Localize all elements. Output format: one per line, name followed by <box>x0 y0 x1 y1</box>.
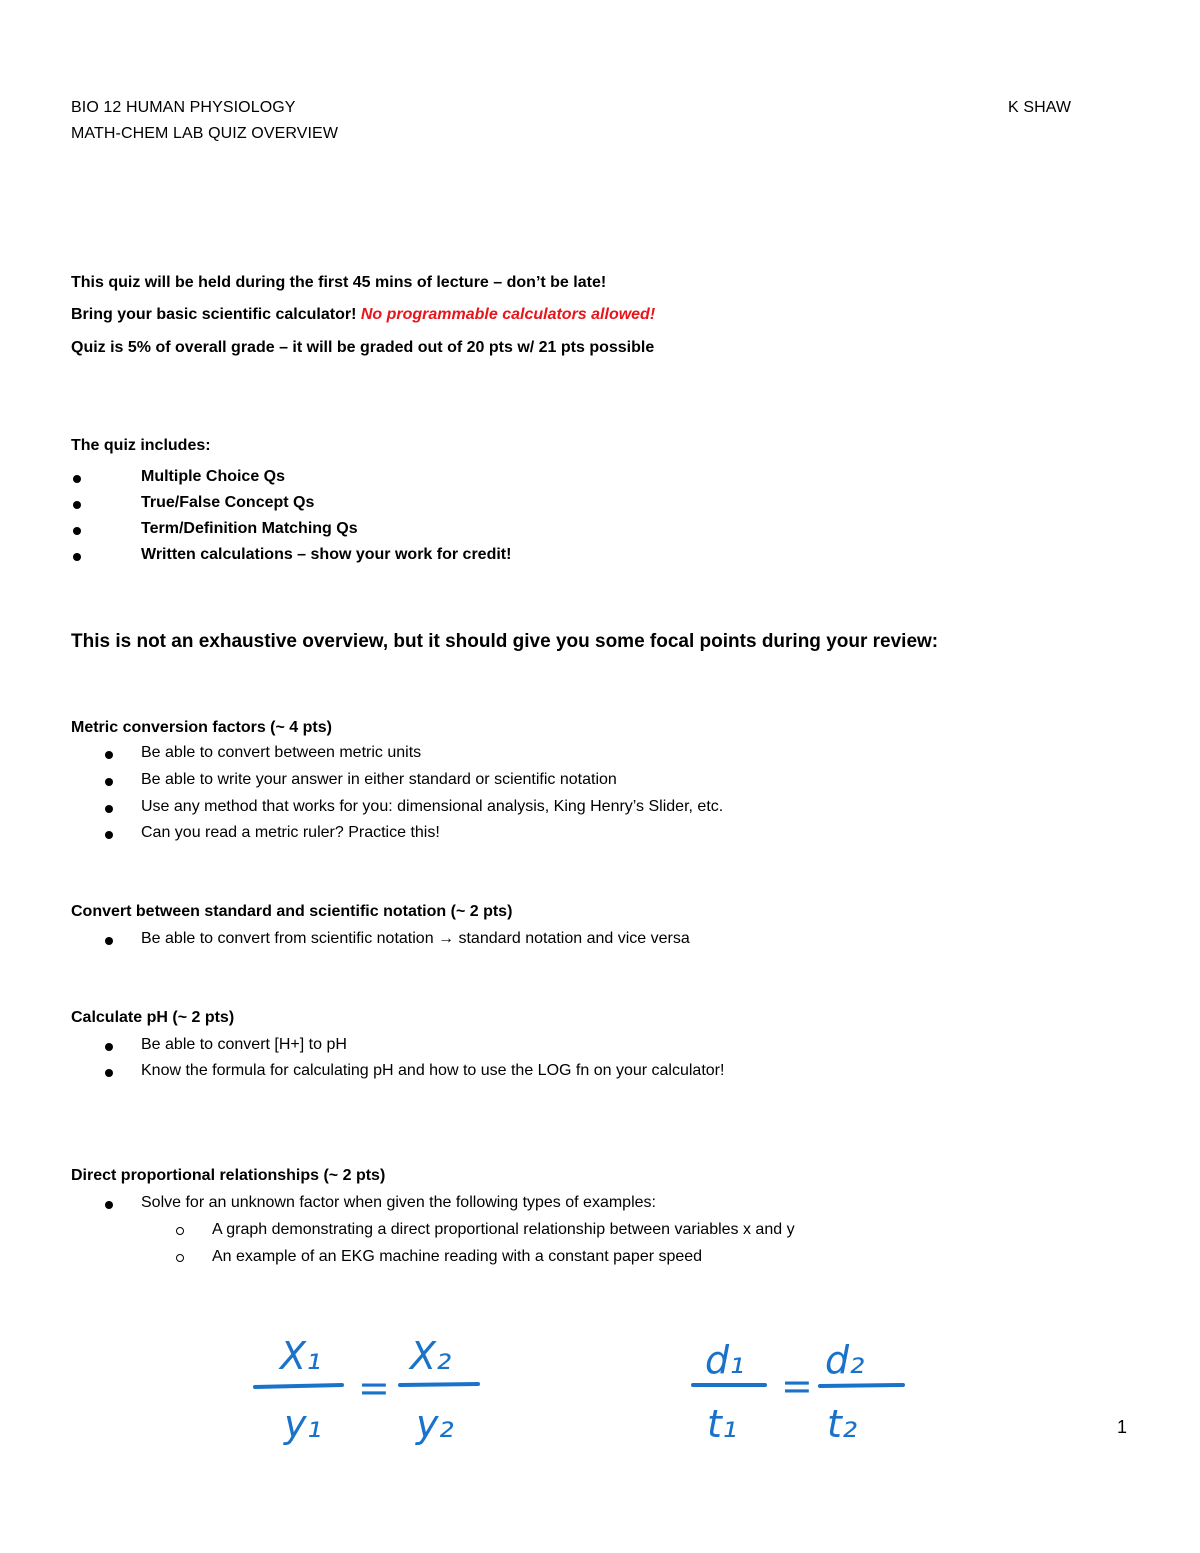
equation-dt-drawing <box>685 1325 925 1455</box>
bullet-icon <box>105 1069 113 1077</box>
section-heading-metric: Metric conversion factors (~ 4 pts) <box>71 719 332 736</box>
fraction-bar <box>400 1384 478 1385</box>
includes-heading: The quiz includes: <box>71 437 211 454</box>
instructor-name: K SHAW <box>1008 99 1072 116</box>
calculator-warning: No programmable calculators allowed! <box>360 306 656 323</box>
eq-right-n1: d₁ <box>705 1338 745 1382</box>
equation-xy-drawing <box>250 1325 530 1455</box>
bullet-icon <box>73 527 81 535</box>
bullet-icon <box>73 501 81 509</box>
eq-left-equals: = <box>358 1366 390 1410</box>
eq-right-d1: t₁ <box>707 1402 738 1446</box>
eq-right-n2: d₂ <box>825 1338 865 1382</box>
eq-right-equals: = <box>781 1364 813 1408</box>
list-item: Solve for an unknown factor when given the following types of examples: <box>141 1194 656 1211</box>
list-item: True/False Concept Qs <box>141 494 315 511</box>
list-item: Written calculations – show your work for credit! <box>141 546 512 563</box>
section-heading-proportional: Direct proportional relationships (~ 2 pts) <box>71 1167 386 1184</box>
list-item: Term/Definition Matching Qs <box>141 520 358 537</box>
fraction-bar <box>820 1385 903 1386</box>
intro-line-1: This quiz will be held during the first 45 mins of lecture – don’t be late! <box>71 274 607 291</box>
document-subtitle: MATH-CHEM LAB QUIZ OVERVIEW <box>71 125 339 142</box>
course-title: BIO 12 HUMAN PHYSIOLOGY <box>71 99 296 116</box>
sub-bullet-icon <box>176 1227 184 1235</box>
eq-left-d2: y₂ <box>416 1402 454 1446</box>
intro-line-3: Quiz is 5% of overall grade – it will be graded out of 20 pts w/ 21 pts possible <box>71 339 655 356</box>
bullet-icon <box>105 1043 113 1051</box>
list-item: Multiple Choice Qs <box>141 468 286 485</box>
sub-list-item: An example of an EKG machine reading with a constant paper speed <box>212 1248 703 1265</box>
list-item: Be able to convert [H+] to pH <box>141 1036 347 1053</box>
bullet-icon <box>105 778 113 786</box>
bullet-icon <box>105 831 113 839</box>
overview-note: This is not an exhaustive overview, but it should give you some focal points during your review: <box>71 631 939 652</box>
intro-line-2 <box>71 306 655 324</box>
list-item: Be able to convert from scientific notation → standard notation and vice versa <box>141 930 690 947</box>
bullet-icon <box>105 805 113 813</box>
calculator-note: Bring your basic scientific calculator! <box>71 306 361 323</box>
sub-bullet-icon <box>176 1254 184 1262</box>
list-item: Be able to convert between metric units <box>141 744 422 761</box>
bullet-icon <box>105 1201 113 1209</box>
section-heading-notation: Convert between standard and scientific notation (~ 2 pts) <box>71 903 513 920</box>
eq-left-n1: X₁ <box>280 1334 322 1378</box>
equation-xy <box>250 1325 530 1455</box>
list-item: Use any method that works for you: dimensional analysis, King Henry’s Slider, etc. <box>141 798 724 815</box>
eq-right-d2: t₂ <box>827 1402 858 1446</box>
list-item: Be able to write your answer in either standard or scientific notation <box>141 771 617 788</box>
bullet-icon <box>73 475 81 483</box>
eq-left-n2: X₂ <box>410 1334 452 1378</box>
equation-dt <box>685 1325 925 1455</box>
page-number: 1 <box>1117 1417 1128 1437</box>
bullet-icon <box>105 751 113 759</box>
fraction-bar <box>255 1385 342 1387</box>
section-heading-ph: Calculate pH (~ 2 pts) <box>71 1009 235 1026</box>
list-item: Know the formula for calculating pH and how to use the LOG fn on your calculator! <box>141 1062 725 1079</box>
sub-list-item: A graph demonstrating a direct proportional relationship between variables x and y <box>212 1221 795 1238</box>
eq-left-d1: y₁ <box>284 1402 322 1446</box>
list-item: Can you read a metric ruler? Practice this! <box>141 824 440 841</box>
bullet-icon <box>105 937 113 945</box>
bullet-icon <box>73 553 81 561</box>
